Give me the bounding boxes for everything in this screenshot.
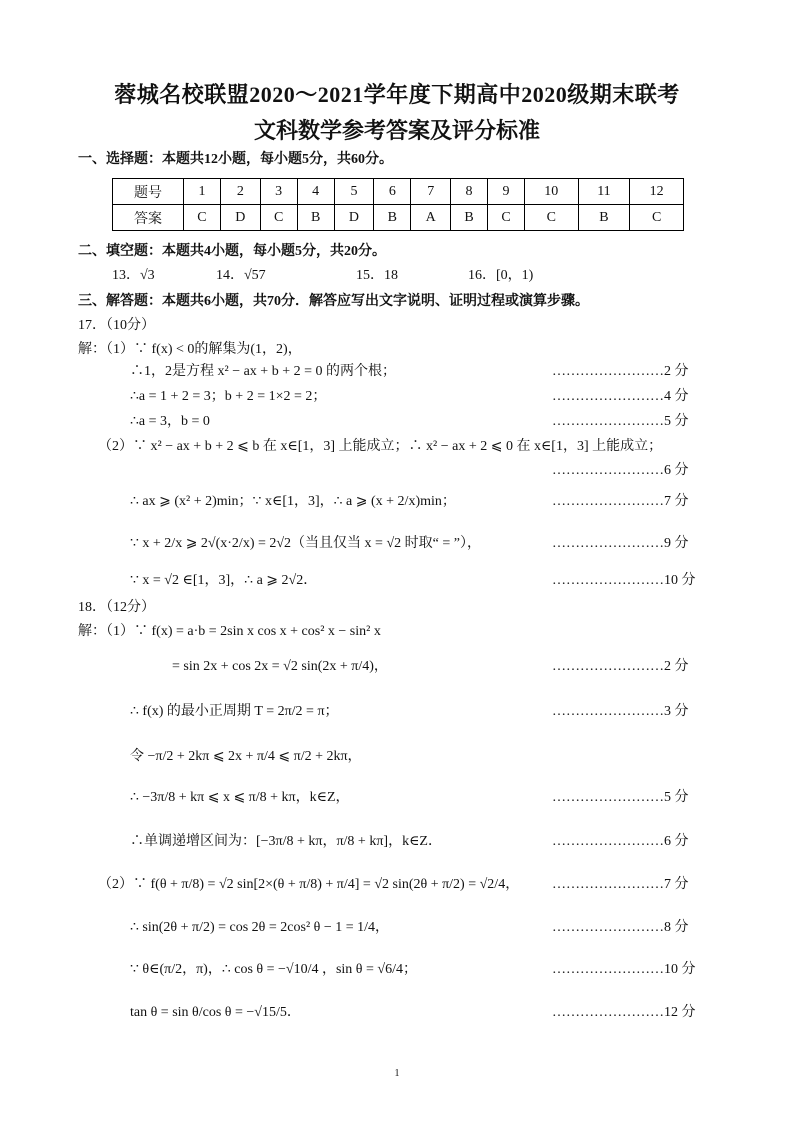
fill-answer-15 bbox=[356, 264, 398, 284]
answer-table-answer-row bbox=[113, 205, 684, 231]
answer-cell: C bbox=[184, 205, 221, 231]
solution-line: ∴1，2是方程 x² − ax + b + 2 = 0 的两个根； bbox=[130, 364, 396, 379]
solution-line: = sin 2x + cos 2x = √2 sin(2x + π/4)， bbox=[172, 659, 388, 674]
solution-line: ∵ θ∈(π/2，π)，∴ cos θ = −√10/4 ，sin θ = √6/4； bbox=[130, 962, 417, 977]
score-mark: ……………………9 分 bbox=[552, 536, 689, 551]
fill-num: 13． bbox=[112, 268, 140, 283]
answer-table-header-row bbox=[113, 179, 684, 205]
answer-cell: C bbox=[524, 205, 578, 231]
solution-line: ∴a = 3，b = 0 bbox=[130, 414, 210, 429]
fill-answer-16 bbox=[468, 264, 533, 284]
score-mark: ……………………10 分 bbox=[552, 962, 696, 977]
score-mark: ……………………8 分 bbox=[552, 920, 689, 935]
fill-ans: [0，1) bbox=[496, 268, 534, 283]
section-solution-heading: 三、解答题：本题共6小题，共70分．解答应写出文字说明、证明过程或演算步骤。 bbox=[78, 294, 589, 309]
fill-num: 15． bbox=[356, 268, 384, 283]
section-choice-heading: 一、选择题：本题共12小题，每小题5分，共60分。 bbox=[78, 152, 393, 167]
answer-label: 答案 bbox=[113, 205, 184, 231]
answer-cell: D bbox=[334, 205, 374, 231]
fill-ans: √57 bbox=[244, 268, 266, 283]
solution-line: 解：（1）∵ f(x) = a·b = 2sin x cos x + cos² x − sin² x bbox=[78, 624, 381, 639]
solution-line: ∴ f(x) 的最小正周期 T = 2π/2 = π； bbox=[130, 704, 339, 719]
answer-cell: A bbox=[411, 205, 451, 231]
score-mark: ……………………7 分 bbox=[552, 494, 689, 509]
score-mark: ……………………7 分 bbox=[552, 877, 689, 892]
fill-ans: 18 bbox=[384, 268, 398, 283]
score-mark: ……………………6 分 bbox=[552, 834, 689, 849]
question-number: 11 bbox=[578, 179, 630, 205]
problem-18-heading: 18．（12分） bbox=[78, 600, 155, 615]
answer-cell: D bbox=[220, 205, 260, 231]
answer-cell: C bbox=[630, 205, 684, 231]
doc-subtitle: 文科数学参考答案及评分标准 bbox=[253, 118, 540, 143]
answer-cell: C bbox=[260, 205, 297, 231]
score-mark: ……………………6 分 bbox=[552, 463, 689, 478]
solution-line: ∴ −3π/8 + kπ ⩽ x ⩽ π/8 + kπ，k∈Z， bbox=[130, 790, 350, 805]
score-mark: ……………………5 分 bbox=[552, 414, 689, 429]
problem-17-heading: 17．（10分） bbox=[78, 318, 155, 333]
question-number: 6 bbox=[374, 179, 411, 205]
solution-line: ∴ ax ⩾ (x² + 2)min；∵ x∈[1，3]，∴ a ⩾ (x + 2/x)min； bbox=[130, 494, 456, 509]
answer-cell: C bbox=[488, 205, 525, 231]
question-number: 1 bbox=[184, 179, 221, 205]
fill-ans: √3 bbox=[140, 268, 155, 283]
solution-line: 令 −π/2 + 2kπ ⩽ 2x + π/4 ⩽ π/2 + 2kπ， bbox=[130, 749, 362, 764]
page-number: 1 bbox=[394, 1068, 400, 1079]
solution-line: ∴单调递增区间为：[−3π/8 + kπ，π/8 + kπ]，k∈Z． bbox=[130, 834, 442, 849]
fill-num: 16． bbox=[468, 268, 496, 283]
question-number: 7 bbox=[411, 179, 451, 205]
question-number: 5 bbox=[334, 179, 374, 205]
section-fill-heading: 二、填空题：本题共4小题，每小题5分，共20分。 bbox=[78, 244, 386, 259]
score-mark: ……………………4 分 bbox=[552, 389, 689, 404]
solution-line: 解：（1）∵ f(x) < 0的解集为(1，2)， bbox=[78, 342, 302, 357]
doc-title: 蓉城名校联盟2020～2021学年度下期高中2020级期末联考 bbox=[114, 82, 680, 107]
question-number: 9 bbox=[488, 179, 525, 205]
answer-cell: B bbox=[374, 205, 411, 231]
fill-answer-14 bbox=[216, 264, 266, 284]
solution-line: （2）∵ x² − ax + b + 2 ⩽ b 在 x∈[1，3] 上能成立；∴ x² − ax + 2 ⩽ 0 在 x∈[1，3] 上能成立； bbox=[98, 439, 663, 454]
fill-answer-13 bbox=[112, 264, 155, 284]
answer-table bbox=[112, 178, 684, 231]
solution-line: ∵ x = √2 ∈[1，3]，∴ a ⩾ 2√2． bbox=[130, 573, 318, 588]
score-mark: ……………………10 分 bbox=[552, 573, 696, 588]
question-number: 4 bbox=[297, 179, 334, 205]
answer-cell: B bbox=[451, 205, 488, 231]
score-mark: ……………………2 分 bbox=[552, 364, 689, 379]
question-number: 2 bbox=[220, 179, 260, 205]
question-number: 12 bbox=[630, 179, 684, 205]
question-number: 3 bbox=[260, 179, 297, 205]
answer-cell: B bbox=[297, 205, 334, 231]
fill-answers bbox=[112, 264, 712, 284]
score-mark: ……………………2 分 bbox=[552, 659, 689, 674]
fill-num: 14． bbox=[216, 268, 244, 283]
header-label: 题号 bbox=[113, 179, 184, 205]
score-mark: ……………………3 分 bbox=[552, 704, 689, 719]
solution-line: tan θ = sin θ/cos θ = −√15/5． bbox=[130, 1005, 301, 1020]
solution-line: ∴ sin(2θ + π/2) = cos 2θ = 2cos² θ − 1 = 1/4， bbox=[130, 920, 390, 935]
solution-line: ∴a = 1 + 2 = 3；b + 2 = 1×2 = 2； bbox=[130, 389, 327, 404]
question-number: 8 bbox=[451, 179, 488, 205]
question-number: 10 bbox=[524, 179, 578, 205]
answer-cell: B bbox=[578, 205, 630, 231]
solution-line: （2）∵ f(θ + π/8) = √2 sin[2×(θ + π/8) + π/4] = √2 sin(2θ + π/2) = √2/4， bbox=[98, 877, 520, 892]
score-mark: ……………………5 分 bbox=[552, 790, 689, 805]
solution-line: ∵ x + 2/x ⩾ 2√(x·2/x) = 2√2（当且仅当 x = √2 时取“ = ”）， bbox=[130, 536, 481, 551]
score-mark: ……………………12 分 bbox=[552, 1005, 696, 1020]
